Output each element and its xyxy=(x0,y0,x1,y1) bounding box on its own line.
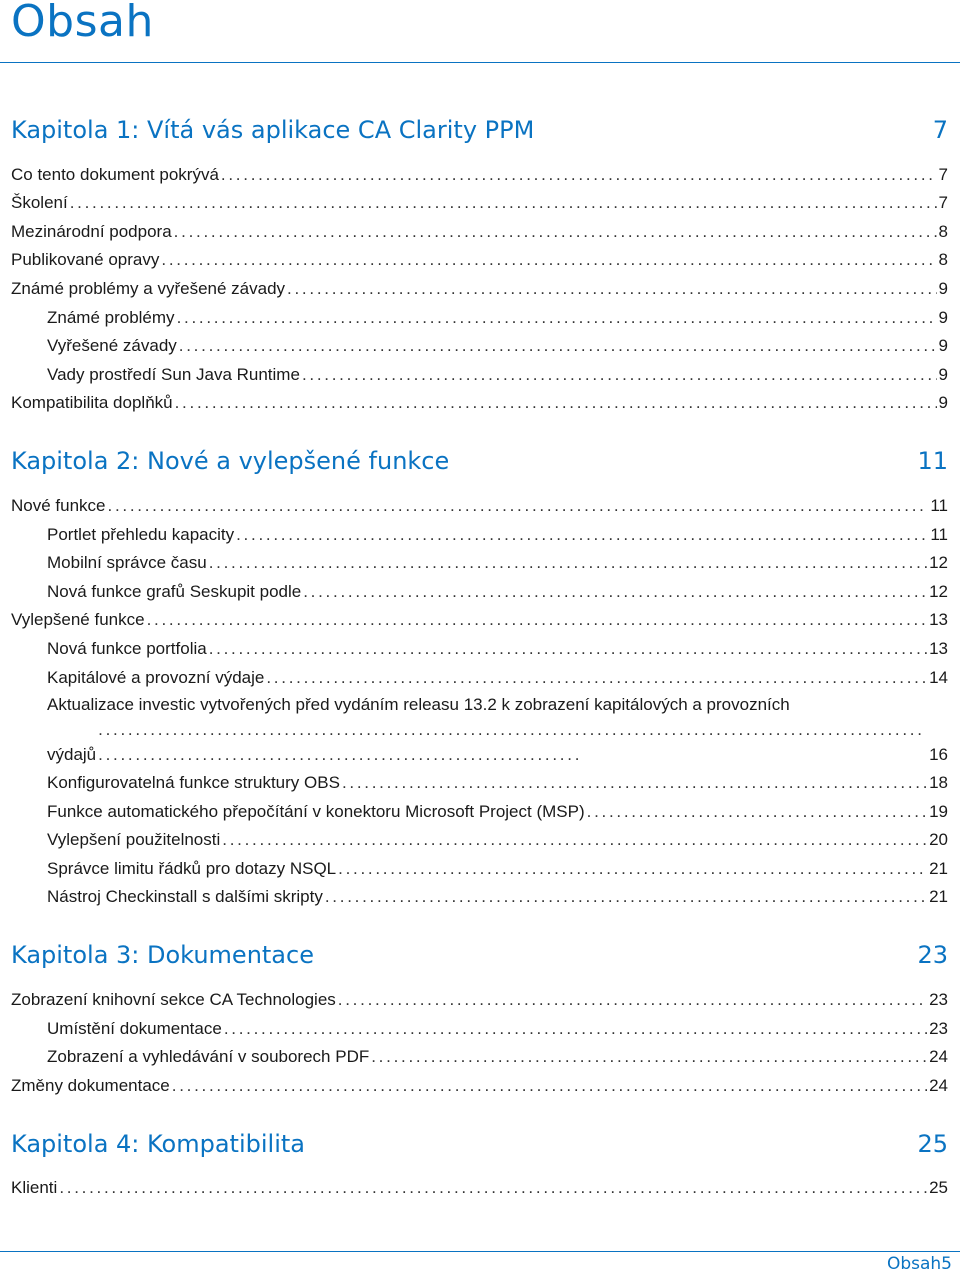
toc-entry-label: Publikované opravy xyxy=(11,250,160,270)
toc-entry-label: Mobilní správce času xyxy=(47,553,207,573)
page-title: Obsah xyxy=(11,0,154,47)
dot-leader xyxy=(325,885,927,909)
toc-entry-page-number: 8 xyxy=(938,221,948,241)
toc-entry[interactable] xyxy=(11,330,948,359)
dot-leader xyxy=(179,334,937,358)
title-divider xyxy=(0,62,960,63)
dot-leader xyxy=(303,580,927,604)
toc-entry-page-number: 9 xyxy=(938,393,948,413)
toc-entry-label: Známé problémy a vyřešené závady xyxy=(11,278,286,298)
dot-leader xyxy=(174,220,937,244)
toc-entry-page-number: 23 xyxy=(929,1018,948,1038)
dot-leader xyxy=(342,771,927,795)
dot-leader xyxy=(338,857,927,881)
toc-entry-label: Nová funkce portfolia xyxy=(47,638,207,658)
toc-entry[interactable] xyxy=(11,824,948,853)
chapter-title: Kapitola 1: Vítá vás aplikace CA Clarity PPM xyxy=(11,116,535,144)
dot-leader xyxy=(338,988,927,1012)
toc-entry-label: Nová funkce grafů Seskupit podle xyxy=(47,581,302,601)
toc-entry-label: Vylepšené funkce xyxy=(11,610,145,630)
toc-entry[interactable] xyxy=(11,187,948,216)
toc-entry-label: Co tento dokument pokrývá xyxy=(11,164,219,184)
toc-entry-label: Klienti xyxy=(11,1178,58,1198)
toc-entry-page-number: 13 xyxy=(929,638,948,658)
toc-entry-page-number: 9 xyxy=(938,364,948,384)
toc-entry[interactable] xyxy=(11,604,948,633)
dot-leader xyxy=(287,277,937,301)
toc-entry-page-number: 21 xyxy=(929,858,948,878)
toc-entry-page-number: 12 xyxy=(929,581,948,601)
dot-leader xyxy=(177,306,937,330)
toc-entry-page-number: 8 xyxy=(938,250,948,270)
toc-entry-label: Kompatibilita doplňků xyxy=(11,393,173,413)
toc-entry-page-number: 11 xyxy=(930,495,948,515)
toc-entry-page-number: 25 xyxy=(929,1178,948,1198)
toc-entry-label: Správce limitu řádků pro dotazy NSQL xyxy=(47,858,337,878)
toc-entry-page-number: 23 xyxy=(929,990,948,1010)
chapter-heading[interactable] xyxy=(11,439,948,483)
toc-entry[interactable] xyxy=(11,301,948,330)
toc-entry[interactable] xyxy=(11,489,948,518)
toc-entry-label: Vylepšení použitelnosti xyxy=(47,830,221,850)
chapter-title: Kapitola 4: Kompatibilita xyxy=(11,1129,305,1158)
toc-entry[interactable] xyxy=(11,632,948,661)
page-footer: Obsah5 xyxy=(886,1254,952,1274)
toc-entry-page-number: 24 xyxy=(929,1075,948,1095)
dot-leader xyxy=(147,608,928,632)
toc-entry[interactable] xyxy=(11,547,948,576)
toc-entry-label-continued: výdajů xyxy=(47,744,97,764)
toc-entry-page-number: 19 xyxy=(929,801,948,821)
chapter-heading[interactable] xyxy=(11,1122,948,1166)
dot-leader xyxy=(59,1176,927,1200)
toc-entry[interactable] xyxy=(11,575,948,604)
chapter-heading[interactable] xyxy=(11,108,948,152)
toc-entry-label: Změny dokumentace xyxy=(11,1075,170,1095)
toc-entry[interactable] xyxy=(11,518,948,547)
toc-entry-label: Školení xyxy=(11,193,68,213)
chapter-page-number: 23 xyxy=(917,941,948,970)
toc-entry[interactable] xyxy=(11,767,948,796)
toc-entry-label: Vady prostředí Sun Java Runtime xyxy=(47,364,300,384)
dot-leader xyxy=(70,191,937,215)
dot-leader xyxy=(108,494,929,518)
toc-entry[interactable] xyxy=(11,690,948,767)
toc-entry-label: Vyřešené závady xyxy=(47,336,177,356)
toc-entry-label: Aktualizace investic vytvořených před vydáním releasu 13.2 k zobrazení kapitálových a provozních xyxy=(47,694,790,714)
toc-entry-page-number: 9 xyxy=(938,336,948,356)
chapter-spacer xyxy=(11,909,948,933)
dot-leader xyxy=(266,666,927,690)
toc-entry[interactable] xyxy=(11,244,948,273)
chapter-title: Kapitola 2: Nové a vylepšené funkce xyxy=(11,447,450,476)
dot-leader xyxy=(224,1017,927,1041)
chapter-heading[interactable] xyxy=(11,933,948,977)
toc-entry[interactable] xyxy=(11,158,948,187)
chapter-spacer xyxy=(11,1098,948,1122)
dot-leader xyxy=(98,717,927,767)
toc-entry[interactable] xyxy=(11,215,948,244)
chapter-page-number: 11 xyxy=(917,447,948,476)
toc-entry[interactable] xyxy=(11,1012,948,1041)
toc-entry-page-number: 9 xyxy=(938,278,948,298)
toc-entry-label: Zobrazení knihovní sekce CA Technologies xyxy=(11,990,336,1010)
toc-entry-label: Portlet přehledu kapacity xyxy=(47,524,235,544)
toc-entry-label: Zobrazení a vyhledávání v souborech PDF xyxy=(47,1047,370,1067)
toc-entry[interactable] xyxy=(11,795,948,824)
toc-entry[interactable] xyxy=(11,852,948,881)
toc-entry-page-number: 20 xyxy=(929,830,948,850)
toc-entry[interactable] xyxy=(11,1069,948,1098)
dot-leader xyxy=(587,800,927,824)
dot-leader xyxy=(209,637,927,661)
toc-entry-page-number: 13 xyxy=(929,610,948,630)
toc-entry[interactable] xyxy=(11,983,948,1012)
dot-leader xyxy=(371,1045,927,1069)
toc-entry-page-number: 18 xyxy=(929,773,948,793)
toc-entry[interactable] xyxy=(11,358,948,387)
table-of-contents xyxy=(11,108,948,1200)
toc-entry-page-number: 7 xyxy=(938,193,948,213)
chapter-title: Kapitola 3: Dokumentace xyxy=(11,941,314,970)
toc-entry-page-number: 9 xyxy=(938,307,948,327)
toc-entry[interactable] xyxy=(11,387,948,416)
dot-leader xyxy=(161,248,936,272)
dot-leader xyxy=(209,551,927,575)
dot-leader xyxy=(236,523,928,547)
toc-entry-label: Nové funkce xyxy=(11,495,106,515)
dot-leader xyxy=(172,1074,927,1098)
toc-entry-label: Kapitálové a provozní výdaje xyxy=(47,667,265,687)
dot-leader xyxy=(302,363,937,387)
toc-entry-label: Nástroj Checkinstall s dalšími skripty xyxy=(47,887,323,907)
toc-entry[interactable] xyxy=(11,1041,948,1070)
toc-entry-label: Umístění dokumentace xyxy=(47,1018,222,1038)
toc-entry-page-number: 21 xyxy=(929,887,948,907)
toc-entry[interactable] xyxy=(11,272,948,301)
toc-entry-label: Konfigurovatelná funkce struktury OBS xyxy=(47,773,340,793)
toc-entry-page-number: 24 xyxy=(929,1047,948,1067)
toc-entry-page-number: 7 xyxy=(938,164,948,184)
toc-entry-page-number: 11 xyxy=(930,524,948,544)
toc-entry-label: Známé problémy xyxy=(47,307,175,327)
chapter-spacer xyxy=(11,415,948,439)
chapter-page-number: 7 xyxy=(932,116,948,144)
toc-entry[interactable] xyxy=(11,1172,948,1201)
dot-leader xyxy=(175,391,937,415)
toc-entry[interactable] xyxy=(11,881,948,910)
toc-entry-page-number: 12 xyxy=(929,553,948,573)
toc-entry-label: Mezinárodní podpora xyxy=(11,221,172,241)
toc-entry[interactable] xyxy=(11,661,948,690)
toc-entry-page-number: 16 xyxy=(929,744,948,764)
dot-leader xyxy=(221,163,937,187)
toc-entry-page-number: 14 xyxy=(929,667,948,687)
chapter-page-number: 25 xyxy=(917,1129,948,1158)
dot-leader xyxy=(222,828,927,852)
toc-entry-label: Funkce automatického přepočítání v konektoru Microsoft Project (MSP) xyxy=(47,801,585,821)
footer-divider xyxy=(0,1251,960,1252)
